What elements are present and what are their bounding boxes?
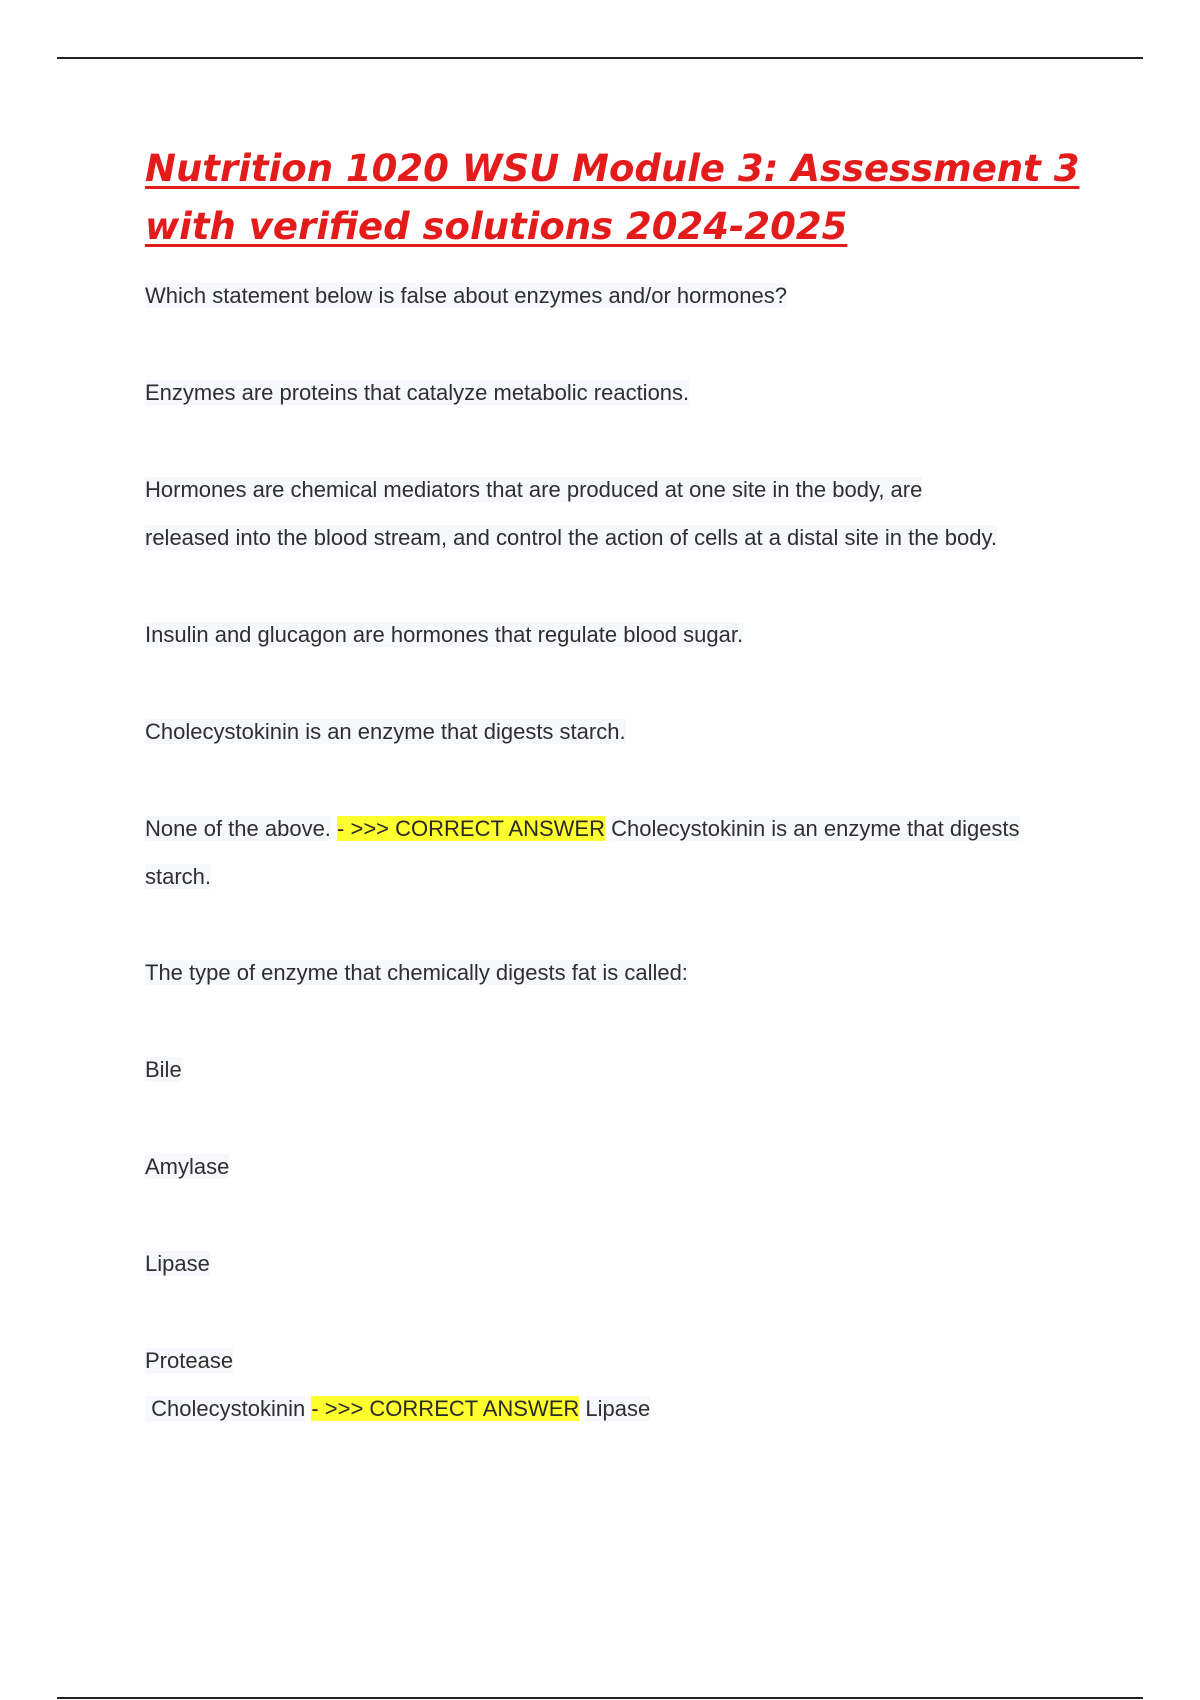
q2-option-1: Bile <box>145 1057 182 1082</box>
q2-option-2: Amylase <box>145 1154 230 1179</box>
q1-option-2-cont: released into the blood stream, and control the action of cells at a distal site in the body. <box>145 525 997 550</box>
q1-answer-cont: starch. <box>145 864 212 889</box>
q1-option-1: Enzymes are proteins that catalyze metabolic reactions. <box>145 380 690 405</box>
document-title <box>145 140 1105 256</box>
title-line-2: with verified solutions 2024-2025 <box>145 205 848 248</box>
q2-option-5: Cholecystokinin - >>> CORRECT ANSWER Lipase <box>145 1385 650 1433</box>
document-body <box>145 140 1105 1421</box>
q2-option-4: Protease <box>145 1348 234 1373</box>
q1-option-3: Insulin and glucagon are hormones that regulate blood sugar. <box>145 622 744 647</box>
q2-question: The type of enzyme that chemically digests fat is called: <box>145 960 688 985</box>
q1-option-2: Hormones are chemical mediators that are produced at one site in the body, are <box>145 477 923 502</box>
q2-option-3: Lipase <box>145 1251 210 1276</box>
top-rule <box>57 57 1143 59</box>
bottom-rule <box>57 1697 1143 1699</box>
q1-option-5: None of the above. - >>> CORRECT ANSWER Cholecystokinin is an enzyme that digests <box>145 816 1020 841</box>
q1-answer: Cholecystokinin is an enzyme that digests <box>611 816 1020 841</box>
q1-option-4: Cholecystokinin is an enzyme that digests starch. <box>145 719 626 744</box>
correct-answer-marker: - >>> CORRECT ANSWER <box>311 1396 580 1421</box>
title-line-1: Nutrition 1020 WSU Module 3: Assessment 3 <box>145 147 1080 190</box>
correct-answer-marker: - >>> CORRECT ANSWER <box>337 816 605 841</box>
q1-question: Which statement below is false about enzymes and/or hormones? <box>145 283 787 308</box>
q2-answer: Lipase <box>585 1396 651 1421</box>
